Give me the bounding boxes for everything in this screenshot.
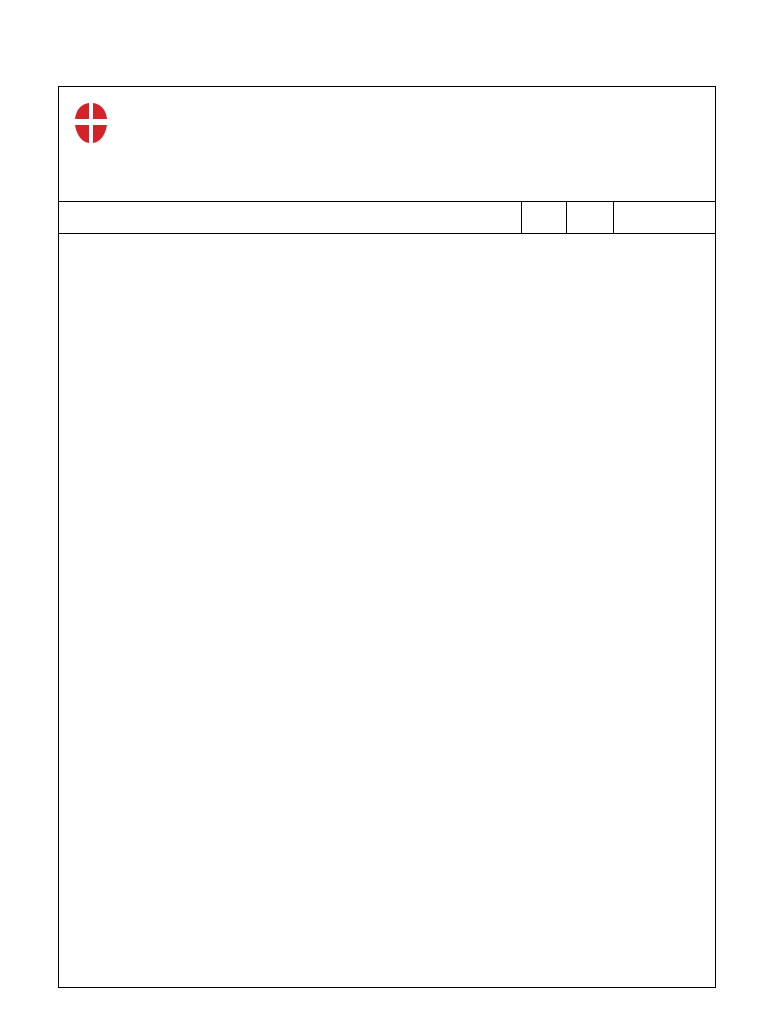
yes-column-header <box>521 201 566 233</box>
checklist-document <box>58 86 716 988</box>
column-header-row <box>59 201 715 234</box>
no-column-header <box>566 201 613 233</box>
document-header <box>59 87 715 202</box>
points-column-header <box>59 201 521 233</box>
hospital-logo <box>71 97 211 145</box>
hospital-cross-icon <box>73 101 109 145</box>
observation-column-header <box>613 201 715 233</box>
